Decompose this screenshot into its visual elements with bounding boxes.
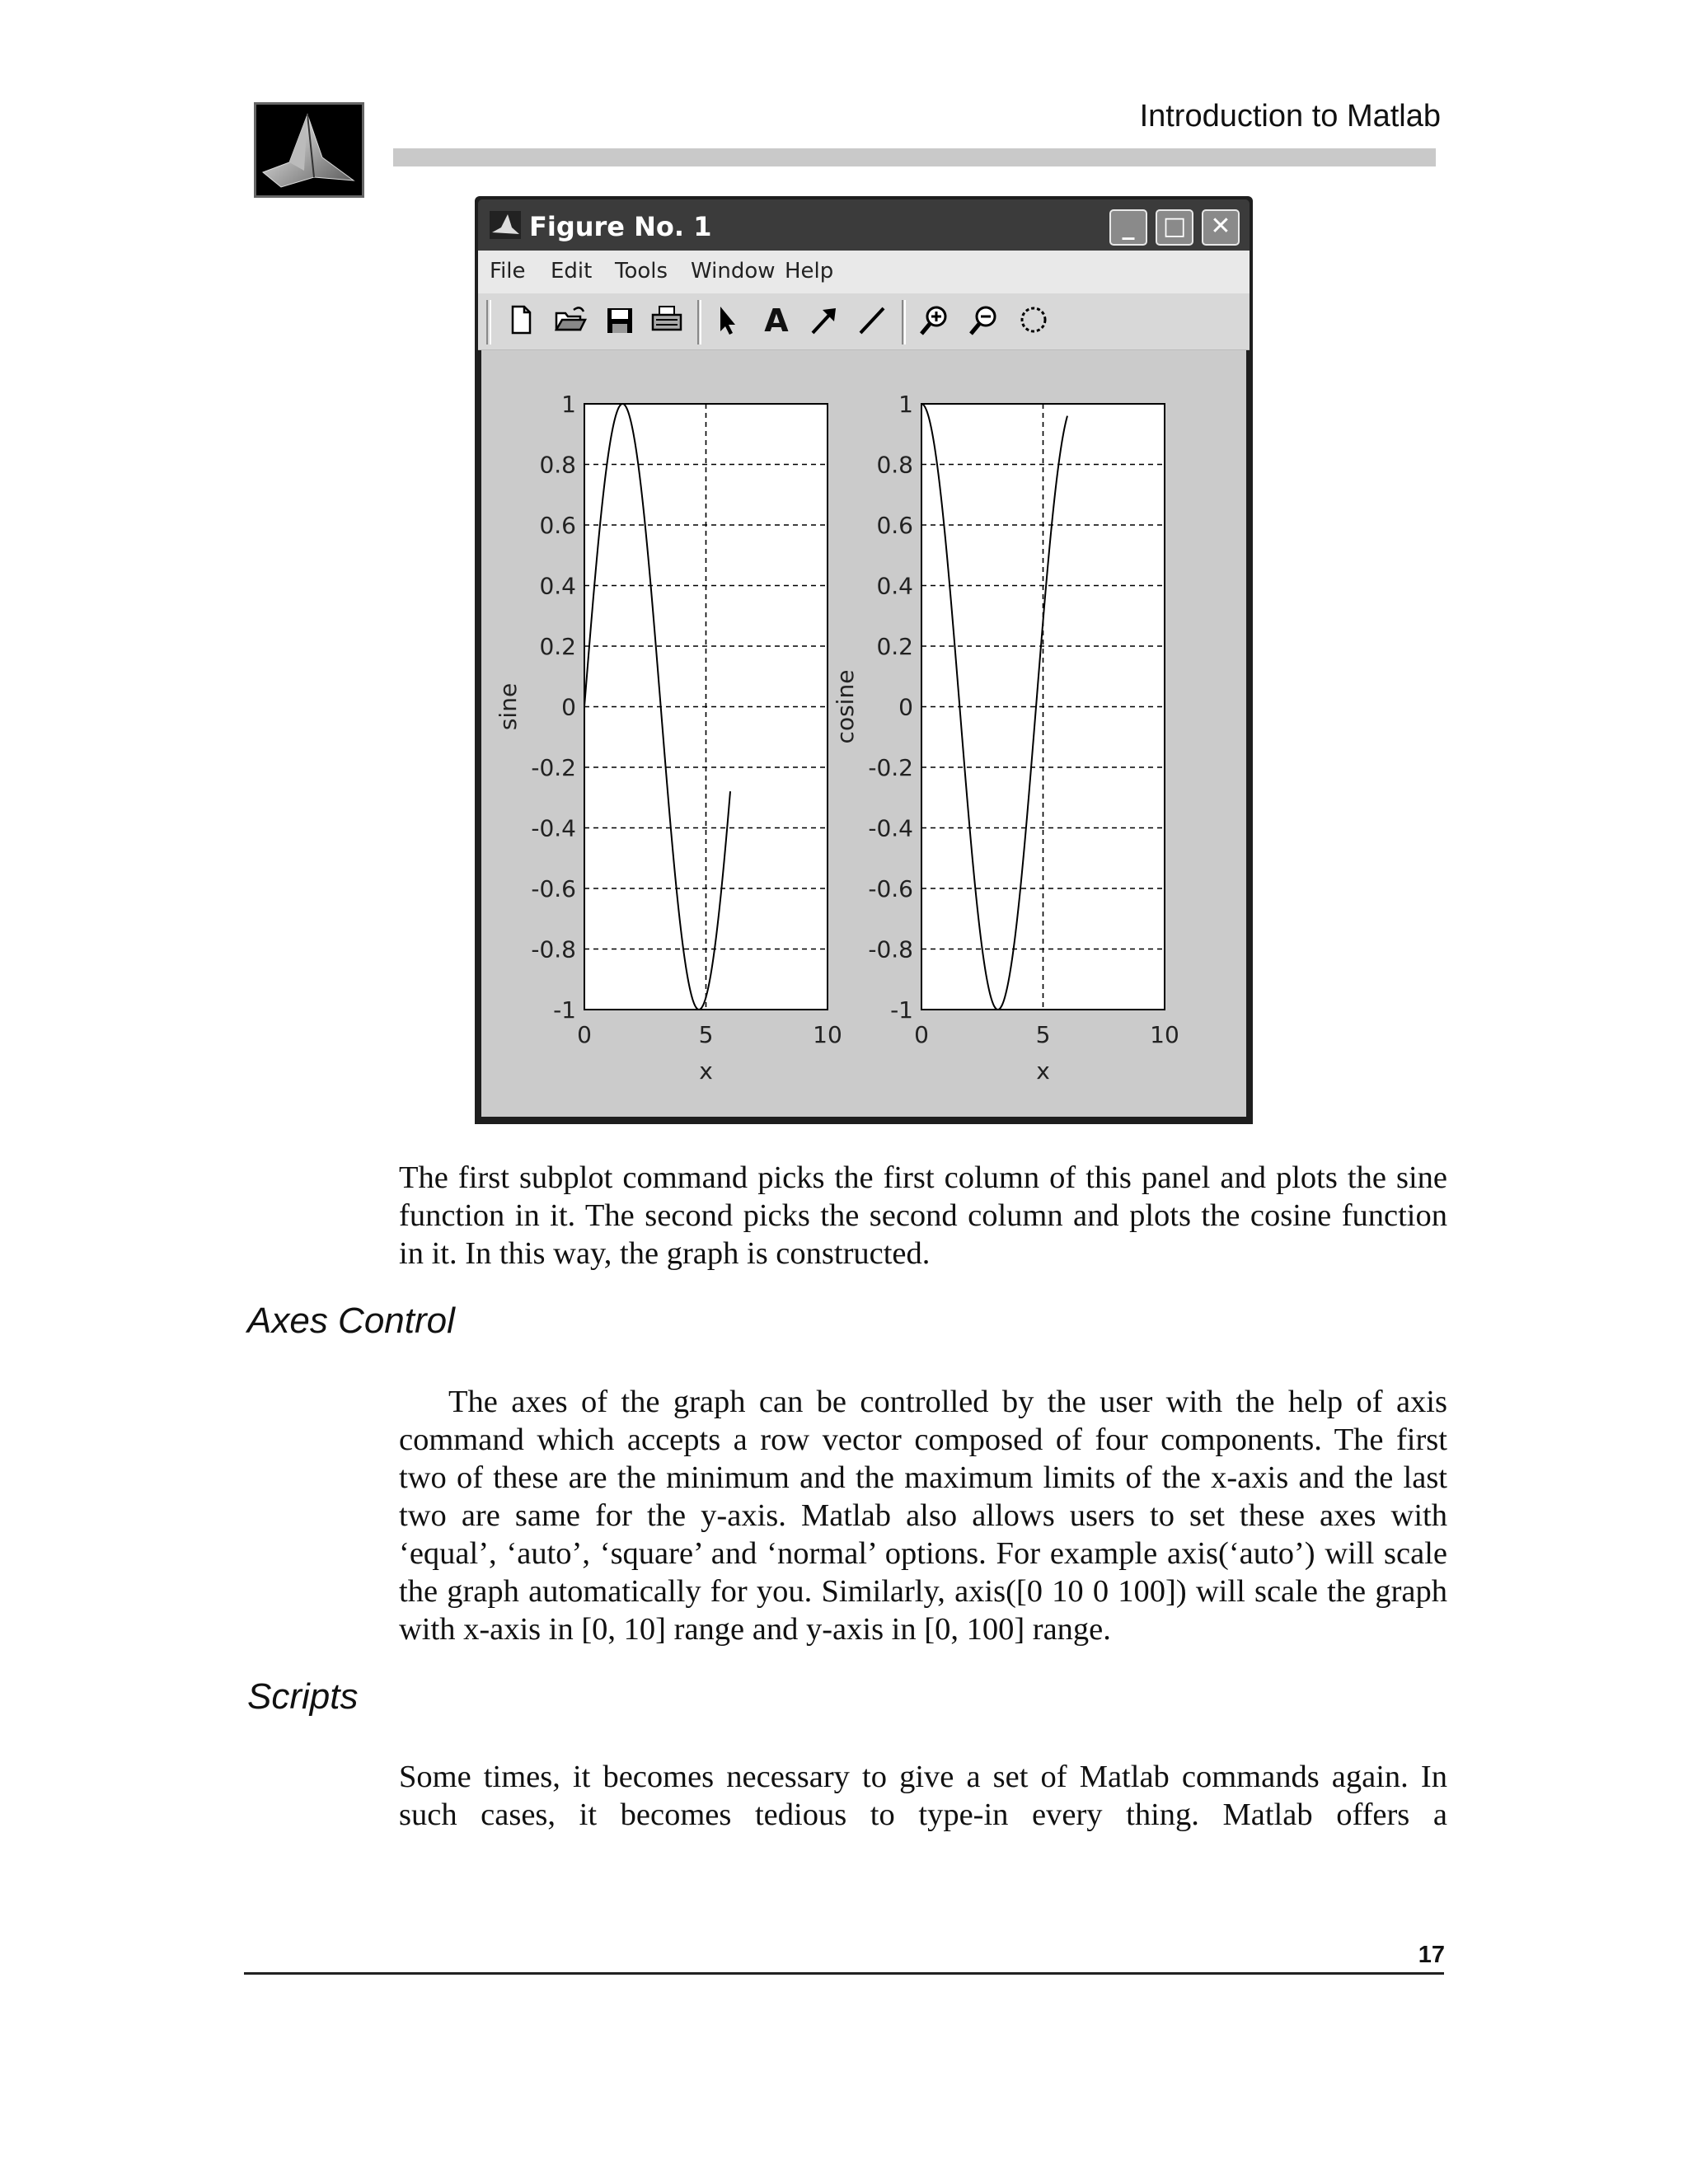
cosine-ytick-label: 1 — [898, 391, 913, 418]
paragraph-axes-text: The axes of the graph can be controlled by the user with the help of axis command which accepts a row vector composed of four components. The first two of these are the minimum and the maximum limits of the x-axis and the last two are same for the y-axis. Matlab also allows users to set these axes with ‘equal’, ‘auto’, ‘square’ and ‘normal’ options. For example axis(‘auto’) will scale the graph automatically for you. Similarly, axis([0 10 0 100]) will scale the graph with x-axis in [0, 10] range and y-axis in [0, 100] range. — [399, 1385, 1447, 1647]
cosine-ytick-label: 0.6 — [876, 512, 913, 539]
toolbar-separator — [900, 298, 907, 346]
menu-edit[interactable]: Edit — [551, 259, 593, 284]
paragraph-scripts-line1: Some times, it becomes necessary to give a set of Matlab commands again. In — [399, 1760, 1447, 1794]
paragraph-subplot — [399, 1159, 1447, 1272]
sine-ytick-label: 0.4 — [539, 572, 576, 600]
sine-xlabel: x — [699, 1057, 713, 1085]
menu-bar — [478, 251, 1250, 294]
cosine-ytick-label: -0.4 — [868, 814, 913, 842]
figure-icon — [490, 211, 521, 239]
zoom-out-icon[interactable] — [966, 302, 1002, 340]
cosine-ytick-label: 0.8 — [876, 451, 913, 479]
menu-window[interactable]: Window — [691, 259, 776, 284]
figure-window — [475, 196, 1253, 1124]
sine-ytick-label: -0.6 — [531, 875, 576, 902]
sine-ytick-label: -0.8 — [531, 935, 576, 963]
plot-area — [481, 350, 1246, 1117]
sine-xtick-label: 5 — [698, 1021, 714, 1048]
sine-ytick-label: -0.2 — [531, 754, 576, 781]
select-arrow-icon[interactable] — [709, 302, 745, 340]
toolbar-grip — [485, 298, 493, 346]
sine-ytick-label: 1 — [561, 391, 576, 418]
sine-xtick-label: 0 — [577, 1021, 592, 1048]
sine-xtick-label: 10 — [813, 1021, 842, 1048]
close-button[interactable]: ✕ — [1202, 209, 1240, 246]
menu-file[interactable]: File — [490, 259, 526, 284]
sine-ylabel: sine — [495, 682, 522, 731]
cosine-ytick-label: -1 — [890, 996, 913, 1024]
minimize-button[interactable]: _ — [1109, 209, 1147, 246]
window-title: Figure No. 1 — [529, 211, 712, 242]
title-bar[interactable] — [478, 199, 1250, 251]
sine-ytick-label: -0.4 — [531, 814, 576, 842]
sine-ytick-label: 0.2 — [539, 633, 576, 660]
sine-ytick-label: -1 — [553, 996, 576, 1024]
sine-ytick-label: 0.8 — [539, 451, 576, 479]
matlab-logo — [254, 102, 364, 198]
footer-rule — [244, 1972, 1444, 1975]
arrow-icon[interactable] — [806, 302, 842, 340]
toolbar-separator — [696, 298, 702, 346]
menu-help[interactable]: Help — [785, 259, 834, 284]
header-divider — [393, 148, 1436, 166]
cosine-ytick-label: -0.6 — [868, 875, 913, 902]
cosine-ylabel: cosine — [832, 669, 859, 744]
sine-ytick-label: 0 — [561, 693, 576, 721]
cosine-ytick-label: 0 — [898, 693, 913, 721]
new-file-icon[interactable] — [503, 302, 539, 340]
line-icon[interactable] — [854, 302, 890, 340]
print-icon[interactable] — [649, 302, 686, 340]
subplots — [481, 350, 1246, 1117]
cosine-xtick-label: 5 — [1035, 1021, 1051, 1048]
toolbar — [478, 293, 1250, 350]
page-number: 17 — [1418, 1942, 1445, 1968]
cosine-xtick-label: 10 — [1150, 1021, 1179, 1048]
cosine-ytick-label: -0.2 — [868, 754, 913, 781]
zoom-in-icon[interactable] — [917, 302, 953, 340]
paragraph-axes — [399, 1383, 1447, 1648]
rotate-icon[interactable] — [1015, 302, 1052, 340]
heading-axes-control: Axes Control — [247, 1301, 455, 1341]
header-title: Introduction to Matlab — [1139, 99, 1441, 134]
heading-scripts: Scripts — [247, 1676, 359, 1717]
save-icon[interactable] — [602, 302, 638, 340]
menu-tools[interactable]: Tools — [615, 259, 668, 284]
paragraph-subplot-text: The first subplot command picks the first column of this panel and plots the sine function in it. The second picks the second column and plots the cosine function in it. In this way, the graph is constructed. — [399, 1160, 1447, 1271]
cosine-xlabel: x — [1036, 1057, 1050, 1085]
cosine-xtick-label: 0 — [914, 1021, 929, 1048]
sine-ytick-label: 0.6 — [539, 512, 576, 539]
cosine-ytick-label: 0.2 — [876, 633, 913, 660]
text-icon[interactable]: A — [764, 302, 789, 339]
cosine-ytick-label: 0.4 — [876, 572, 913, 600]
open-folder-icon[interactable] — [552, 302, 588, 340]
paragraph-scripts-line2: such cases, it becomes tedious to type-in every thing. Matlab offers a — [399, 1797, 1447, 1832]
cosine-ytick-label: -0.8 — [868, 935, 913, 963]
maximize-button[interactable]: □ — [1156, 209, 1193, 246]
